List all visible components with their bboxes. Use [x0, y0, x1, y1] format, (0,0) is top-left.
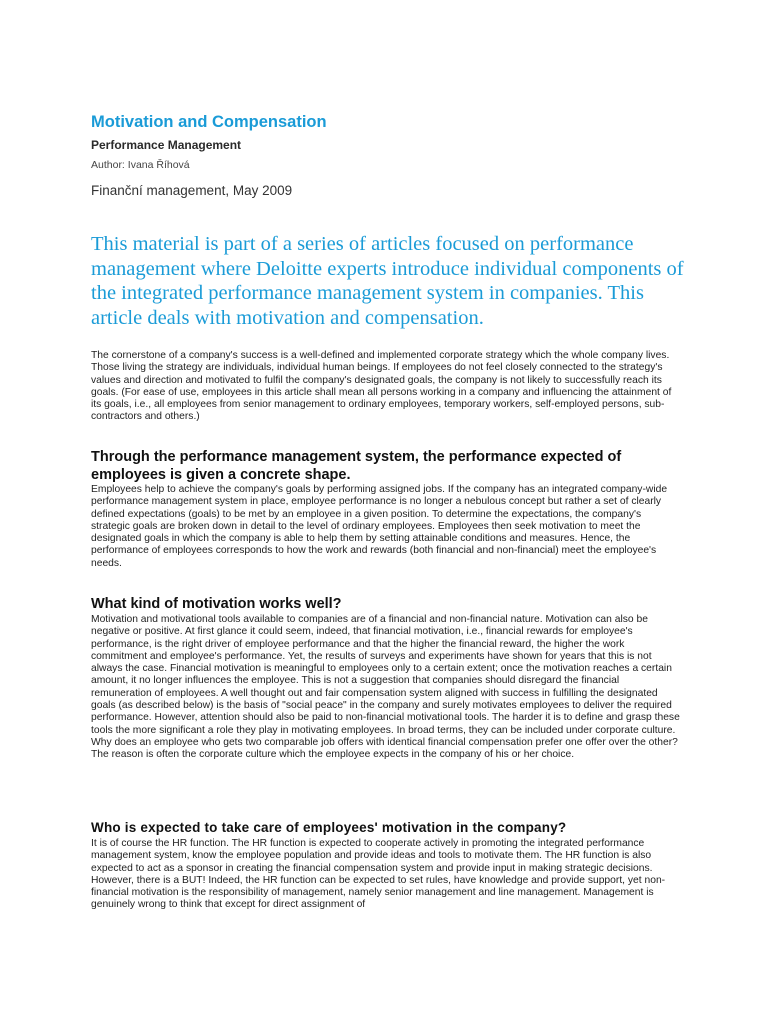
- source-line: Finanční management, May 2009: [91, 183, 293, 198]
- section-heading-performance: Through the performance management system, the performance expected of employees is given a concrete shape.: [91, 449, 622, 483]
- section-body-responsibility: It is of course the HR function. The HR function is expected to cooperate actively in promoting the integrated performance management system, know the employee population and provide ideas and tools to motivate them. The HR function is also expected to act as a sponsor in creating the financial compensation system and provide input in making strategic decisions. However, there is a BUT! Indeed, the HR function can be expected to set rules, have knowledge and provide support, yet non-financial motivation is the responsibility of management, namely senior management and line management. Management is genuinely wrong to think that except for direct assignment of: [91, 838, 666, 911]
- section-heading-responsibility: Who is expected to take care of employees' motivation in the company?: [91, 820, 567, 835]
- page-subtitle: Performance Management: [91, 138, 242, 152]
- intro-paragraph: The cornerstone of a company's success is a well-defined and implemented corporate strategy which the whole company lives. Those living the strategy are individuals, individual human beings. If employees do not feel closely connected to the strategy's values and direction and motivated to fulfil the company's designated goals, the company is not likely to successfully reach its goals. (For ease of use, employees in this article shall mean all persons working in a company and influencing the attainment of its goals, i.e., all employees from senior management to ordinary employees, temporary workers, self-employed persons, sub-contractors and others.): [91, 350, 672, 423]
- section-heading-motivation: What kind of motivation works well?: [91, 596, 342, 612]
- lead-paragraph: This material is part of a series of articles focused on performance management where Deloitte experts introduce individual components of the integrated performance management system in companies. This article deals with motivation and compensation.: [91, 233, 684, 329]
- section-body-motivation: Motivation and motivational tools available to companies are of a financial and non-financial nature. Motivation can also be negative or positive. At first glance it could seem, indeed, that financial motivation, i.e., financial rewards for employee's performance, is the right driver of employee performance and that the higher the financial reward, the higher the work commitment and employee's performance. Yet, the results of surveys and experiments have shown for years that this is not always the case. Financial motivation is meaningful to employees only to a certain extent; once the motivation reaches a certain amount, it no longer influences the employee. This is not a suggestion that companies should disregard the financial remuneration of employees. A well thought out and fair compensation system aligned with success in fulfilling the designated goals (as described below) is the basis of "social peace" in the company and surely motivates employees to deliver the required performance. However, attention should also be paid to non-financial motivational tools. The harder it is to define and grasp these tools the more significant a role they play in motivating employees. In broad terms, they can be included under corporate culture. Why does an employee who gets two comparable job offers with identical financial compensation prefer one offer over the other? The reason is often the corporate culture which the employee expects in the company of his or her choice.: [91, 614, 680, 761]
- section-body-performance: Employees help to achieve the company's goals by performing assigned jobs. If the company has an integrated company-wide performance management system in place, employee performance is no longer a nebulous concept but rather a set of clearly defined expectations (goals) to be met by an employee in a given position. To determine the expectations, the company's strategic goals are broken down in detail to the level of ordinary employees. Employees then seek motivation to meet the designated goals in which the company is able to help them by setting attainable conditions and measures. Hence, the performance of employees corresponds to how the work and rewards (both financial and non-financial) meet the employee's needs.: [91, 484, 668, 569]
- page-title: Motivation and Compensation: [91, 113, 327, 131]
- author-line: Author: Ivana Říhová: [91, 159, 190, 171]
